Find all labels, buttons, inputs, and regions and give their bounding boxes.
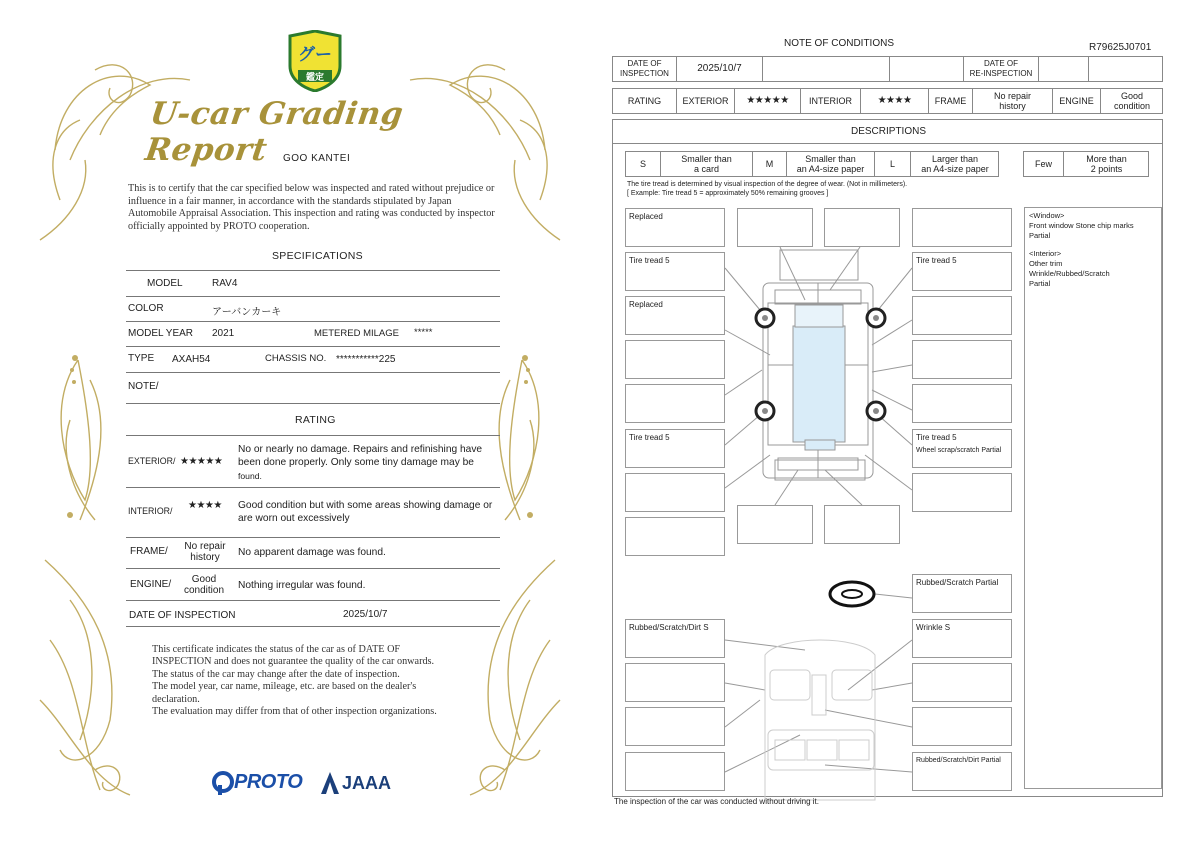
divider xyxy=(126,403,500,404)
frame-label: FRAME xyxy=(929,89,973,113)
divider xyxy=(126,600,500,601)
rating-heading: RATING xyxy=(295,414,336,426)
date-of-inspection-label: DATE OF INSPECTION xyxy=(613,57,677,81)
legend-l: L xyxy=(875,152,911,176)
interior-label: INTERIOR/ xyxy=(128,506,173,516)
exterior-stars: ★★★★★ xyxy=(180,456,223,467)
exterior-label: EXTERIOR xyxy=(677,89,735,113)
divider xyxy=(126,321,500,322)
side-notes: <Window> Front window Stone chip marks Partial <Interior> Other trim Wrinkle/Rubbed/Scratch Partial xyxy=(1024,207,1162,789)
note-box: Tire tread 5 xyxy=(625,252,725,291)
legend-s: S xyxy=(626,152,661,176)
reinspection-label: DATE OF RE-INSPECTION xyxy=(964,57,1039,81)
goo-kantei-badge-icon xyxy=(286,30,344,92)
note-label: NOTE/ xyxy=(128,381,159,392)
report-subtitle: GOO KANTEI xyxy=(283,153,351,164)
divider xyxy=(126,435,500,436)
exterior-description: No or nearly no damage. Repairs and refinishing have been done properly. Only some tiny damage may be xyxy=(238,444,483,468)
divider xyxy=(126,626,500,627)
exterior-stars: ★★★★★ xyxy=(735,89,801,113)
date-of-inspection-value: 2025/10/7 xyxy=(343,609,388,620)
legend-l-desc: Larger than an A4-size paper xyxy=(921,154,989,174)
proto-logo: PROTO xyxy=(234,771,303,793)
divider xyxy=(126,487,500,488)
engine-label: ENGINE/ xyxy=(130,579,172,590)
date-of-inspection-value: 2025/10/7 xyxy=(677,57,763,81)
divider xyxy=(126,568,500,569)
svg-text:グー: グー xyxy=(298,45,332,65)
model-year-value: 2021 xyxy=(212,328,235,339)
divider xyxy=(126,270,500,271)
note-title: NOTE OF CONDITIONS xyxy=(784,38,894,49)
legend-s-desc: Smaller than a card xyxy=(661,152,753,176)
note-box: Rubbed/Scratch/Dirt Partial xyxy=(912,752,1012,791)
type-value: AXAH54 xyxy=(172,354,211,365)
jaaa-logo-icon xyxy=(319,770,341,796)
metered-milage-value: ***** xyxy=(414,327,433,338)
color-value: アーバンカーキ xyxy=(212,307,282,318)
type-label: TYPE xyxy=(128,353,155,364)
note-box: Tire tread 5 xyxy=(625,429,725,468)
legend-few: Few xyxy=(1024,152,1064,176)
tire-tread-note: The tire tread is determined by visual inspection of the degree of wear. (Not in millimeters). [ Example: Tire tread 5 = approximately 50% remaining grooves ] xyxy=(627,181,908,197)
proto-logo-icon xyxy=(212,771,234,795)
model-label: MODEL xyxy=(147,278,183,289)
descriptions-heading: DESCRIPTIONS xyxy=(851,126,927,137)
exterior-label: EXTERIOR/ xyxy=(128,456,176,466)
note-of-conditions xyxy=(600,0,1200,848)
car-diagram-icon xyxy=(600,0,1200,848)
interior-description: Good condition but with some areas showing damage or are worn out excessively xyxy=(238,500,493,524)
frame-value: No repair history xyxy=(184,541,226,563)
note-box: Rubbed/Scratch Partial xyxy=(912,574,1012,613)
note-box: Replaced xyxy=(625,296,725,335)
interior-stars: ★★★★ xyxy=(861,89,929,113)
exterior-description-cont: found. xyxy=(238,471,262,481)
legend-m: M xyxy=(753,152,787,176)
engine-description: Nothing irregular was found. xyxy=(238,580,366,591)
engine-value: Good condition xyxy=(183,574,225,596)
certificate-disclaimer: This certificate indicates the status of the car as of DATE OF INSPECTION and does not guarantee the quality of the car onwards. The status of the car may change after the date of inspection. The model year, car name, mileage, etc. are based on the dealer's declaration. The evaluation may differ from that of other inspection organizations. xyxy=(152,644,437,718)
chassis-label: CHASSIS NO. xyxy=(265,353,327,364)
date-of-inspection-label: DATE OF INSPECTION xyxy=(129,610,236,621)
engine-label: ENGINE xyxy=(1053,89,1101,113)
rating-label: RATING xyxy=(613,89,677,113)
divider xyxy=(126,346,500,347)
metered-milage-label: METERED MILAGE xyxy=(314,328,399,339)
jaaa-logo: JAAA xyxy=(342,773,392,793)
report-id: R79625J0701 xyxy=(1089,42,1152,53)
specifications-heading: SPECIFICATIONS xyxy=(272,250,363,262)
note-box: Tire tread 5 xyxy=(912,252,1012,291)
note-box: Rubbed/Scratch/Dirt S xyxy=(625,619,725,658)
model-value: RAV4 xyxy=(212,278,238,289)
frame-label: FRAME/ xyxy=(130,546,168,557)
chassis-value: ***********225 xyxy=(336,354,396,365)
divider xyxy=(126,296,500,297)
note-box: Tire tread 5 Wheel scrap/scratch Partial xyxy=(912,429,1012,468)
note-box: Wrinkle S xyxy=(912,619,1012,658)
interior-label: INTERIOR xyxy=(801,89,861,113)
inspection-footer-note: The inspection of the car was conducted without driving it. xyxy=(614,797,819,806)
color-label: COLOR xyxy=(128,303,164,314)
certification-statement: This is to certify that the car specified below was inspected and rated without prejudice or influence in a fair manner, in accordance with the standards stipulated by Japan Automobile Appraisal Association. This inspection and rating was conducted by inspector officially appointed by PROTO cooperation. xyxy=(128,183,495,232)
legend-few-desc: More than 2 points xyxy=(1086,154,1127,174)
note-box: Replaced xyxy=(625,208,725,247)
divider xyxy=(126,537,500,538)
report-title: U-car Grading Report xyxy=(142,96,406,168)
frame-value: No repair history xyxy=(973,89,1053,113)
model-year-label: MODEL YEAR xyxy=(128,328,194,339)
engine-value: Good condition xyxy=(1113,91,1151,111)
frame-description: No apparent damage was found. xyxy=(238,547,386,558)
interior-stars: ★★★★ xyxy=(188,500,222,511)
legend-m-desc: Smaller than an A4-size paper xyxy=(787,152,875,176)
divider xyxy=(126,372,500,373)
svg-text:鑑定: 鑑定 xyxy=(305,73,325,83)
